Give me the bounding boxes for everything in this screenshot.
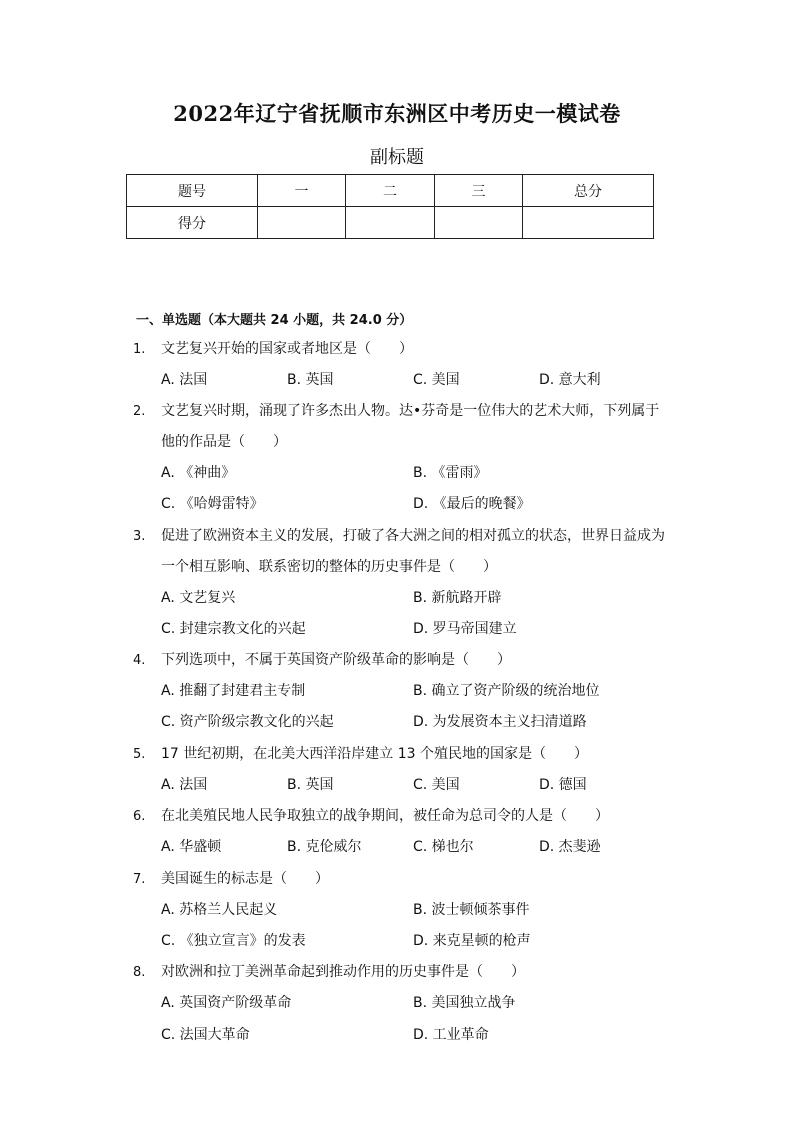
option-c: C. 封建宗教文化的兴起 — [161, 621, 306, 637]
score-table — [126, 174, 654, 239]
score-header-cell: 二 — [346, 175, 435, 207]
option-d: D. 为发展资本主义扫清道路 — [413, 714, 587, 730]
option-c: C. 《独立宣言》的发表 — [161, 933, 306, 949]
question-text: 一个相互影响、联系密切的整体的历史事件是（ ） — [161, 559, 497, 575]
question-text: 17 世纪初期，在北美大西洋沿岸建立 13 个殖民地的国家是（ ） — [161, 746, 588, 762]
option-c: C. 美国 — [413, 777, 460, 793]
question-text: 在北美殖民地人民争取独立的战争期间，被任命为总司令的人是（ ） — [161, 808, 609, 824]
score-cell — [258, 207, 346, 239]
option-c: C. 美国 — [413, 372, 460, 388]
option-d: D. 罗马帝国建立 — [413, 621, 517, 637]
question-text: 美国诞生的标志是（ ） — [161, 871, 329, 887]
score-table-score-row — [127, 207, 654, 239]
question-text: 文艺复兴开始的国家或者地区是（ ） — [161, 341, 413, 357]
score-cell — [523, 207, 654, 239]
option-b: B. 英国 — [287, 372, 334, 388]
section-heading: 一、单选题（本大题共 24 小题，共 24.0 分） — [136, 313, 413, 328]
option-c: C. 梯也尔 — [413, 839, 474, 855]
option-c: C. 资产阶级宗教文化的兴起 — [161, 714, 334, 730]
question-text: 促进了欧洲资本主义的发展，打破了各大洲之间的相对孤立的状态，世界日益成为 — [161, 528, 665, 544]
option-a: A. 《神曲》 — [161, 465, 236, 481]
exam-title: 2022年辽宁省抚顺市东洲区中考历史一模试卷 — [173, 101, 621, 126]
option-d: D. 《最后的晚餐》 — [413, 496, 531, 512]
option-b: B. 确立了资产阶级的统治地位 — [413, 683, 600, 699]
question-text: 文艺复兴时期，涌现了许多杰出人物。达•芬奇是一位伟大的艺术大师，下列属于 — [161, 403, 660, 419]
option-a: A. 法国 — [161, 372, 208, 388]
option-c: C. 《哈姆雷特》 — [161, 496, 264, 512]
option-d: D. 工业革命 — [413, 1027, 489, 1043]
score-header-cell: 题号 — [127, 175, 258, 207]
option-d: D. 德国 — [539, 777, 587, 793]
score-header-cell: 总分 — [523, 175, 654, 207]
question-number: 4. — [133, 653, 146, 668]
score-cell — [346, 207, 435, 239]
option-b: B. 波士顿倾茶事件 — [413, 902, 530, 918]
question-text: 他的作品是（ ） — [161, 434, 287, 450]
option-b: B. 美国独立战争 — [413, 995, 516, 1011]
score-row-label: 得分 — [127, 207, 258, 239]
question-number: 7. — [133, 872, 146, 887]
option-a: A. 文艺复兴 — [161, 590, 236, 606]
option-d: D. 杰斐逊 — [539, 839, 601, 855]
option-b: B. 新航路开辟 — [413, 590, 502, 606]
score-table-header-row — [127, 175, 654, 207]
question-number: 2. — [133, 404, 146, 419]
option-a: A. 英国资产阶级革命 — [161, 995, 292, 1011]
option-d: D. 意大利 — [539, 372, 601, 388]
option-b: B. 克伦威尔 — [287, 839, 362, 855]
option-a: A. 华盛顿 — [161, 839, 222, 855]
option-a: A. 推翻了封建君主专制 — [161, 683, 306, 699]
question-number: 3. — [133, 529, 146, 544]
question-number: 5. — [133, 747, 146, 762]
question-text: 对欧洲和拉丁美洲革命起到推动作用的历史事件是（ ） — [161, 964, 525, 980]
question-number: 8. — [133, 965, 146, 980]
option-b: B. 《雷雨》 — [413, 465, 488, 481]
option-a: A. 法国 — [161, 777, 208, 793]
question-number: 1. — [133, 342, 146, 357]
option-a: A. 苏格兰人民起义 — [161, 902, 278, 918]
question-text: 下列选项中，不属于英国资产阶级革命的影响是（ ） — [161, 652, 511, 668]
option-d: D. 来克星顿的枪声 — [413, 933, 531, 949]
score-header-cell: 三 — [435, 175, 523, 207]
score-cell — [435, 207, 523, 239]
question-number: 6. — [133, 809, 146, 824]
option-c: C. 法国大革命 — [161, 1027, 250, 1043]
option-b: B. 英国 — [287, 777, 334, 793]
exam-subtitle: 副标题 — [370, 147, 424, 168]
score-header-cell: 一 — [258, 175, 346, 207]
